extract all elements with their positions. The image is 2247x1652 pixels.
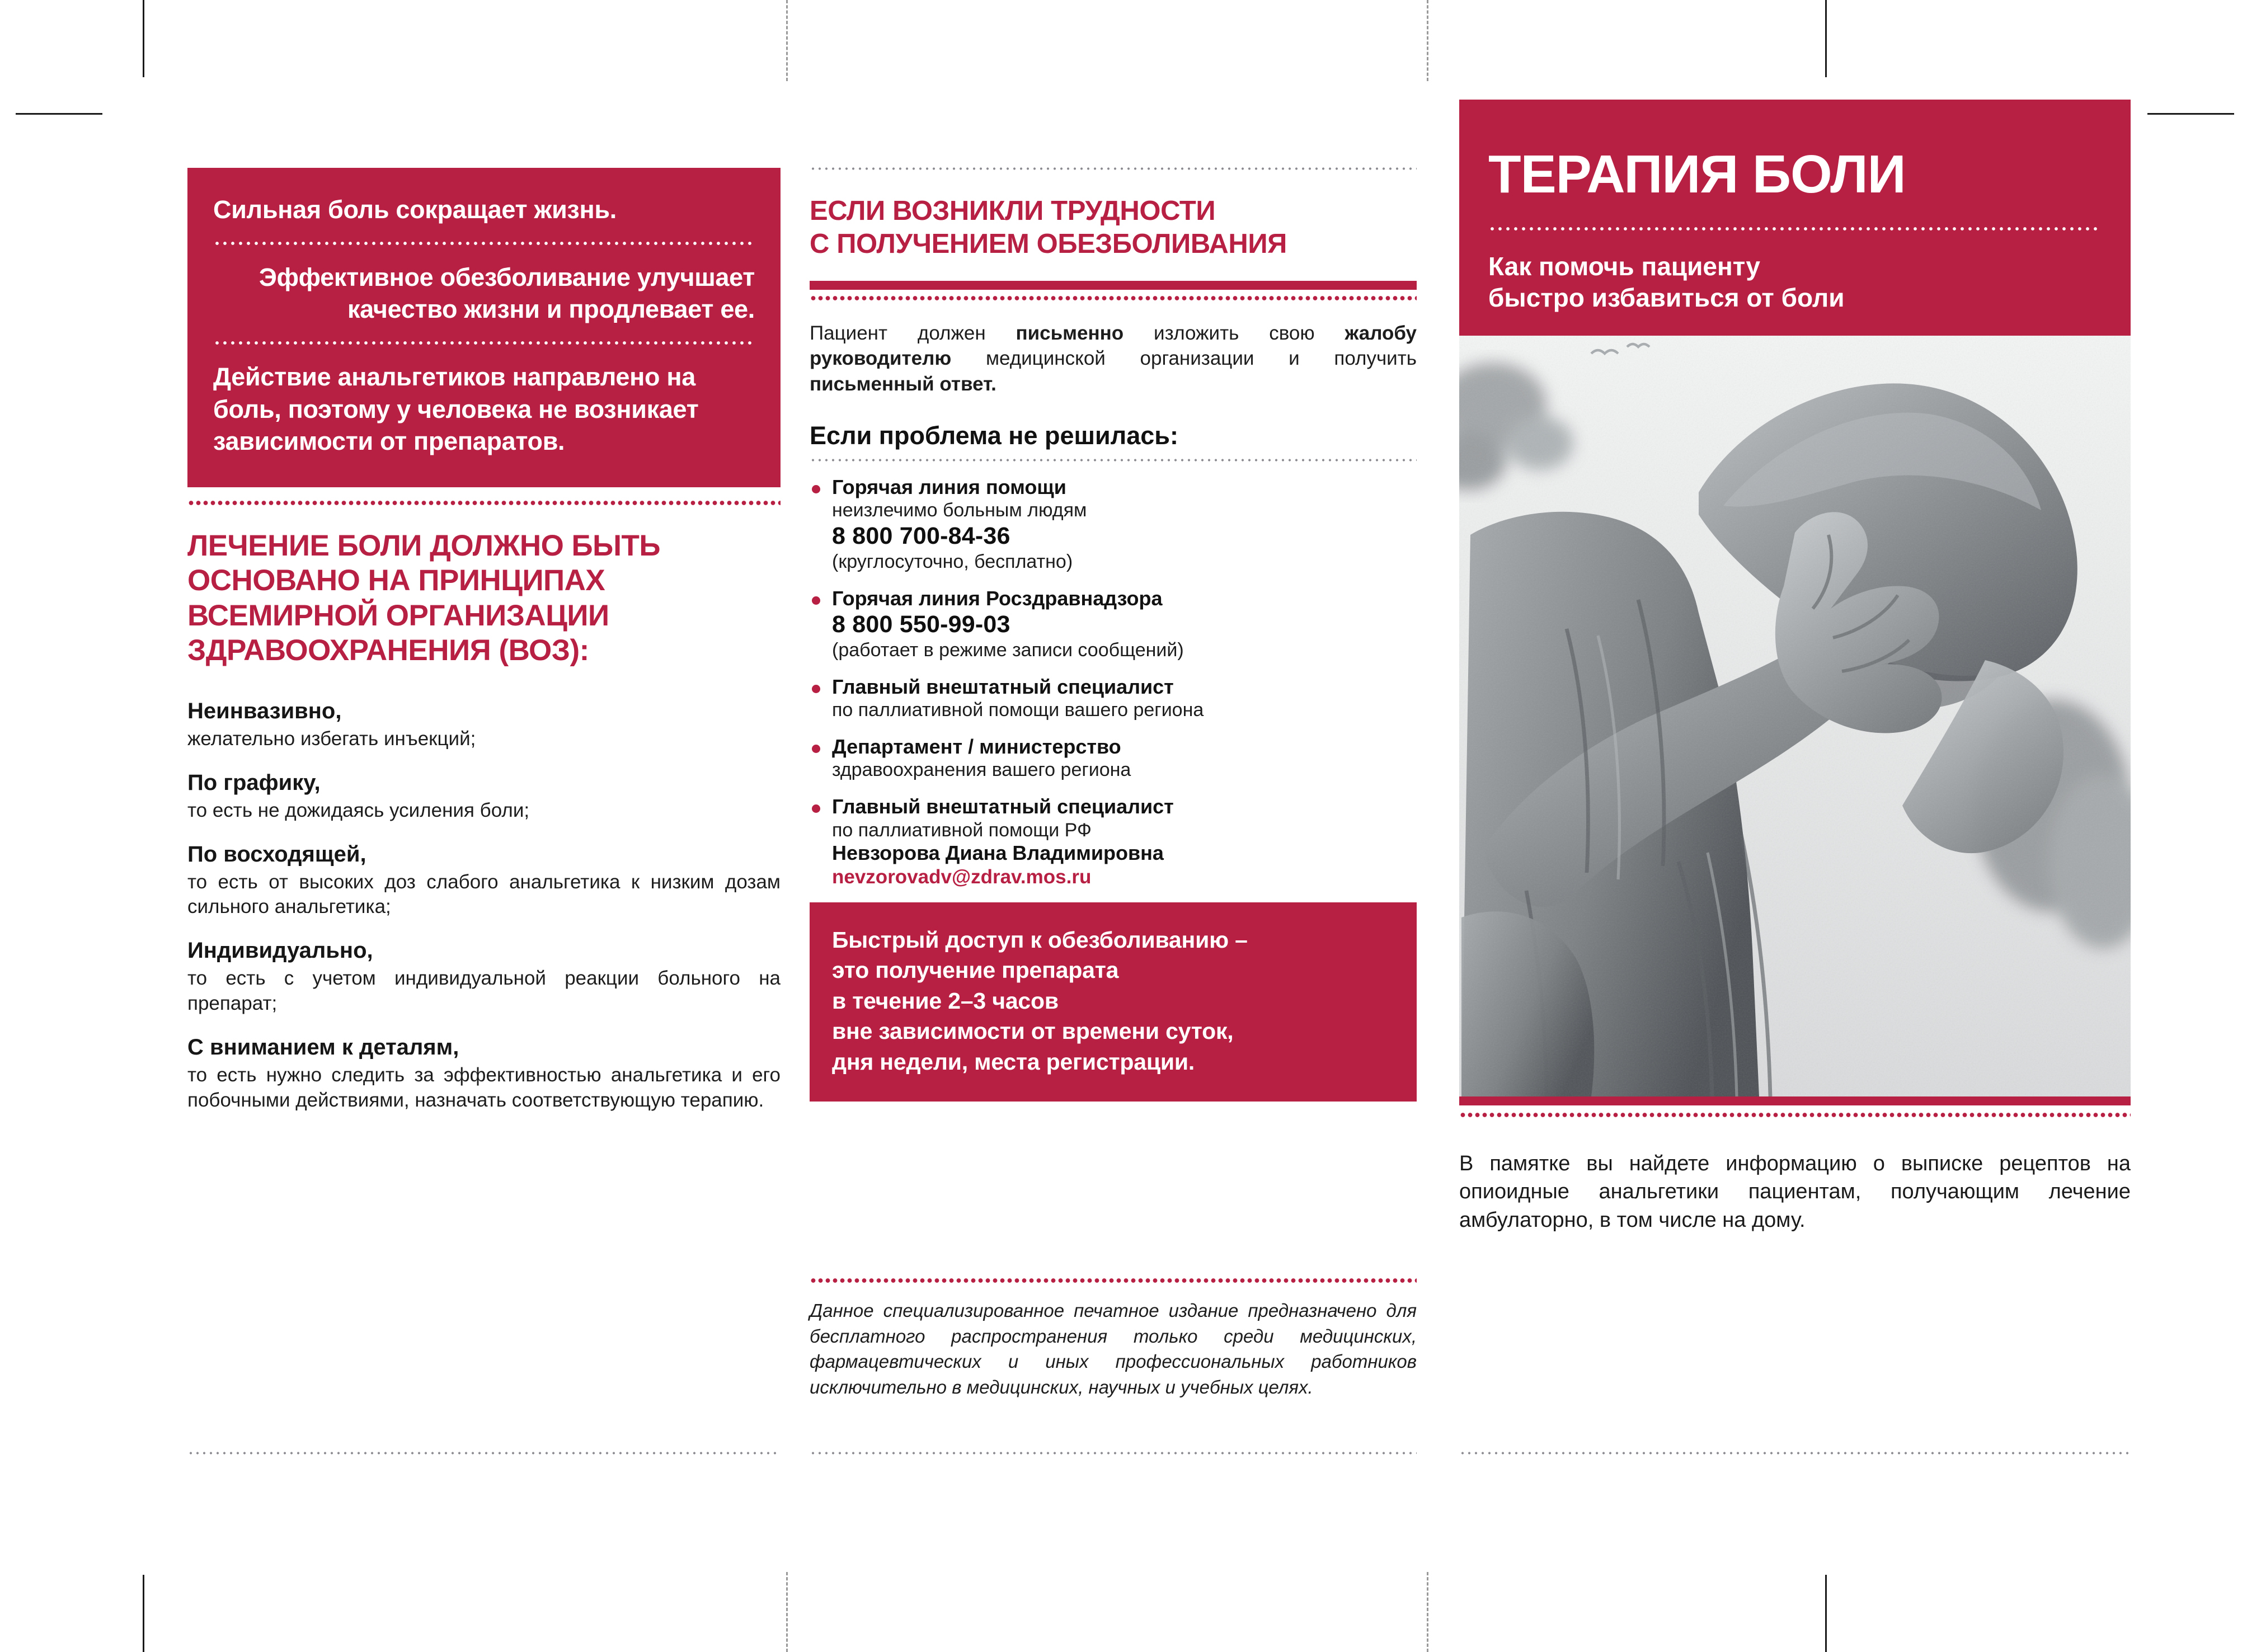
- cover-subtitle-line-1: Как помочь пациенту: [1488, 252, 1760, 281]
- contact-person-name: Невзорова Диана Владимировна: [832, 841, 1164, 865]
- fold-line-right: [1427, 0, 1428, 81]
- left-panel-divider: [187, 500, 781, 506]
- principle-definition: желательно избегать инъекций;: [187, 727, 476, 750]
- subheading-underline: [810, 458, 1417, 462]
- right-panel-outro: В памятке вы найдете информацию о выписке рецептов на опиоидные анальгетики пациентам, получающим лечение амбулаторно, в том числе на дому.: [1459, 1152, 2131, 1232]
- left-callout-box: [187, 168, 781, 487]
- left-panel-heading: ЛЕЧЕНИЕ БОЛИ ДОЛЖНО БЫТЬ ОСНОВАНО НА ПРИНЦИПАХ ВСЕМИРНОЙ ОРГАНИЗАЦИИ ЗДРАВООХРАНЕНИЯ (ВОЗ):: [187, 529, 661, 667]
- cover-subtitle-line-2: быстро избавиться от боли: [1488, 283, 1845, 313]
- middle-panel-subheading: Если проблема не решилась:: [810, 421, 1178, 450]
- middle-panel-heading-line-2: С ПОЛУЧЕНИЕМ ОБЕЗБОЛИВАНИЯ: [810, 228, 1287, 259]
- contact-item: [810, 587, 1417, 662]
- page-title: ТЕРАПИЯ БОЛИ: [1488, 144, 1906, 204]
- principle-item: [187, 937, 781, 1016]
- callout-divider-2: [213, 340, 755, 346]
- middle-panel-bottom-rule: [810, 1451, 1417, 1455]
- intro-bold-2: жалобу руководителю: [810, 322, 1417, 370]
- middle-panel-red-rule: [810, 281, 1417, 290]
- principle-term: Неинвазивно,: [187, 698, 342, 723]
- intro-text-3: медицинской организации и получить: [951, 347, 1417, 370]
- right-panel: [1459, 100, 2131, 1234]
- left-panel: [187, 168, 781, 1113]
- middle-panel: [810, 195, 1417, 1102]
- intro-bold-3: письменный ответ.: [810, 373, 996, 395]
- principle-item: [187, 769, 781, 823]
- middle-panel-intro-paragraph: [810, 321, 1417, 397]
- contact-subtitle: по паллиативной помощи РФ: [832, 819, 1092, 841]
- contact-note: (работает в режиме записи сообщений): [832, 639, 1184, 661]
- middle-callout-line-2: это получение препарата: [832, 957, 1119, 983]
- intro-bold-1: письменно: [1016, 322, 1124, 344]
- contact-title: Главный внештатный специалист: [832, 795, 1174, 818]
- cover-hero: [1459, 100, 2131, 336]
- middle-panel-disclaimer-rule: [810, 1277, 1417, 1284]
- middle-panel-top-rule: [810, 167, 1417, 171]
- principle-term: С вниманием к деталям,: [187, 1034, 459, 1060]
- principle-item: [187, 1034, 781, 1113]
- right-panel-dotted-rule: [1459, 1112, 2131, 1118]
- principle-definition: то есть нужно следить за эффективностью анальгетика и его побочными действиями, назначать соответствующую терапию.: [187, 1063, 781, 1111]
- contact-phone[interactable]: 8 800 550-99-03: [832, 611, 1010, 638]
- callout-divider-1: [213, 241, 755, 246]
- callout-line-3: Действие анальгетиков направлено на боль, поэтому у человека не возникает зависимости от препаратов.: [213, 363, 699, 455]
- crop-mark-top-left-vertical: [143, 0, 144, 77]
- contact-subtitle: по паллиативной помощи вашего региона: [832, 699, 1204, 721]
- contact-item: [810, 675, 1417, 722]
- contact-note: (круглосуточно, бесплатно): [832, 550, 1073, 572]
- middle-callout-line-3: в течение 2–3 часов: [832, 987, 1059, 1014]
- principle-term: Индивидуально,: [187, 938, 373, 963]
- who-principles-list: [187, 698, 781, 1113]
- contact-item: [810, 795, 1417, 889]
- principle-term: По восходящей,: [187, 841, 366, 867]
- middle-panel-dotted-rule: [810, 295, 1417, 302]
- intro-text-2: изложить свою: [1124, 322, 1345, 344]
- right-panel-bottom-rule: [1459, 1451, 2131, 1455]
- fold-line-left-bottom: [786, 1572, 788, 1652]
- contact-phone[interactable]: 8 800 700-84-36: [832, 523, 1010, 550]
- principle-item: [187, 841, 781, 920]
- grieving-statue-photo: [1459, 336, 2131, 1096]
- left-panel-bottom-rule: [187, 1451, 781, 1455]
- middle-callout-line-5: дня недели, места регистрации.: [832, 1048, 1195, 1075]
- principle-definition: то есть не дожидаясь усиления боли;: [187, 799, 530, 821]
- principle-term: По графику,: [187, 770, 321, 795]
- crop-mark-top-right-vertical: [1825, 0, 1827, 77]
- callout-line-2: Эффективное обезболивание улучшает качество жизни и продлевает ее.: [258, 263, 755, 324]
- principle-definition: то есть от высоких доз слабого анальгетика к низким дозам сильного анальгетика;: [187, 870, 781, 918]
- contact-email[interactable]: nevzorovadv@zdrav.mos.ru: [832, 865, 1092, 888]
- right-panel-red-rule: [1459, 1096, 2131, 1105]
- crop-mark-bottom-right-vertical: [1825, 1575, 1827, 1652]
- fold-line-left: [786, 0, 788, 81]
- contacts-list: [810, 476, 1417, 889]
- middle-panel-disclaimer: Данное специализированное печатное издание предназначено для бесплатного распространения только среди медицинских, фармацевтических и иных профессиональных работников исключительно в медицинских, научных и учебных целях.: [810, 1300, 1417, 1397]
- middle-panel-heading-line-1: ЕСЛИ ВОЗНИКЛИ ТРУДНОСТИ: [810, 196, 1216, 226]
- contact-subtitle: здравоохранения вашего региона: [832, 759, 1131, 781]
- principle-definition: то есть с учетом индивидуальной реакции больного на препарат;: [187, 967, 781, 1014]
- fold-line-right-bottom: [1427, 1572, 1428, 1652]
- intro-text-1: Пациент должен: [810, 322, 1016, 344]
- hero-divider: [1488, 226, 2102, 232]
- principle-item: [187, 698, 781, 752]
- crop-mark-right-top-horizontal: [2147, 113, 2234, 115]
- contact-item: [810, 476, 1417, 573]
- contact-subtitle: неизлечимо больным людям: [832, 500, 1087, 521]
- middle-callout-box: [810, 902, 1417, 1102]
- crop-mark-bottom-left-vertical: [143, 1575, 144, 1652]
- contact-title: Главный внештатный специалист: [832, 675, 1174, 698]
- middle-callout-line-1: Быстрый доступ к обезболиванию –: [832, 926, 1248, 953]
- callout-line-1: Сильная боль сокращает жизнь.: [213, 195, 617, 224]
- crop-mark-left-top-horizontal: [16, 113, 102, 115]
- contact-title: Горячая линия помощи: [832, 475, 1066, 498]
- middle-callout-line-4: вне зависимости от времени суток,: [832, 1018, 1234, 1044]
- contact-title: Департамент / министерство: [832, 735, 1121, 758]
- contact-title: Горячая линия Росздравнадзора: [832, 586, 1163, 610]
- contact-item: [810, 735, 1417, 782]
